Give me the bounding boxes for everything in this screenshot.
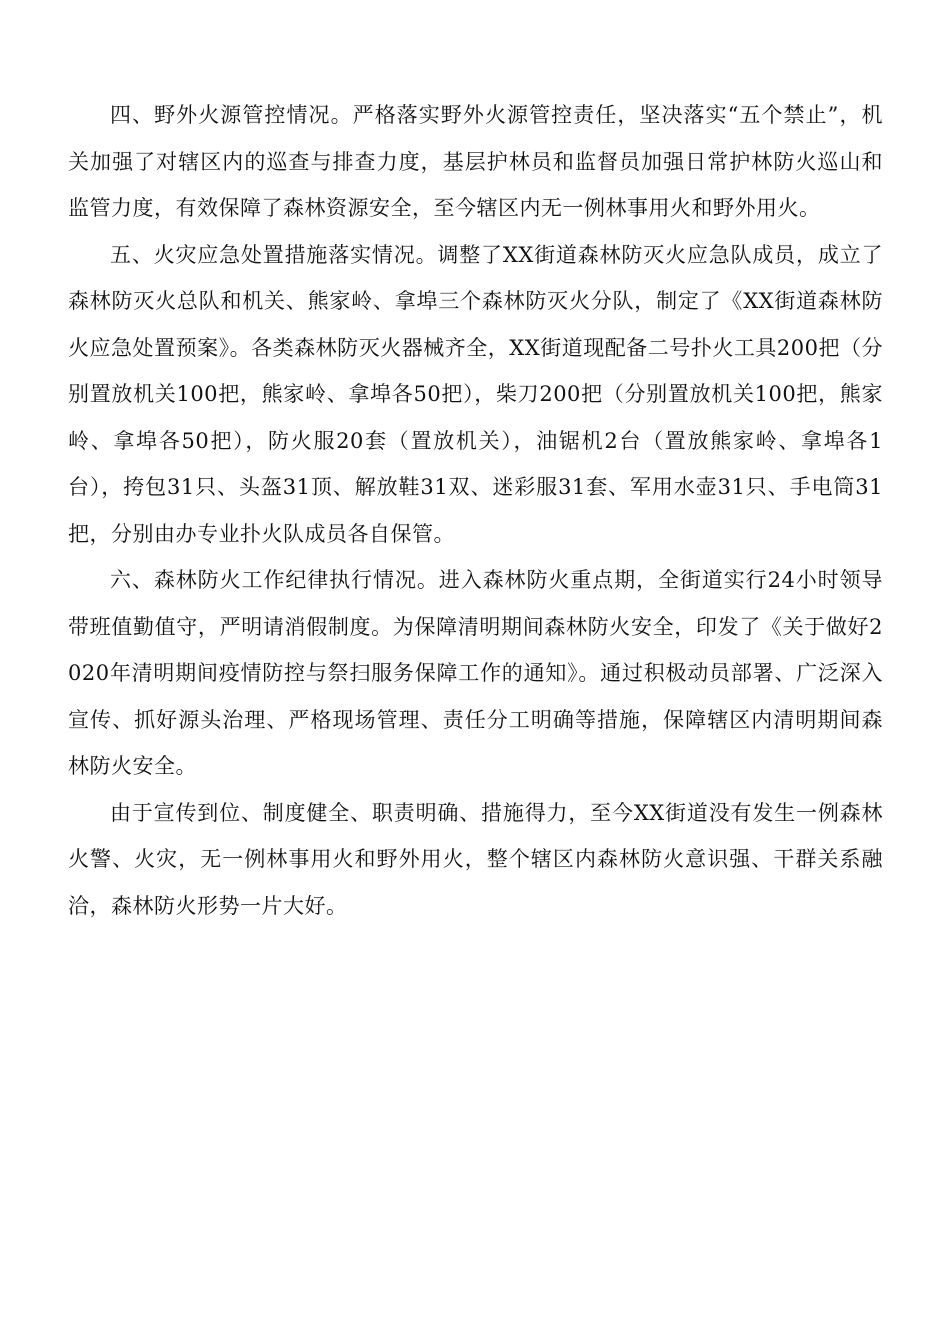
paragraph-field-fire-control: 四、野外火源管控情况。严格落实野外火源管控责任，坚决落实“五个禁止”，机关加强了对辖区内的巡查与排查力度，基层护林员和监督员加强日常护林防火巡山和监管力度，有效保障了森林资源安全，至今辖区内无一例林事用火和野外用火。	[68, 103, 883, 220]
paragraph-emergency-measures: 五、火灾应急处置措施落实情况。调整了XX街道森林防灭火应急队成员，成立了森林防灭火总队和机关、熊家岭、拿埠三个森林防灭火分队，制定了《XX街道森林防火应急处置预案》。各类森林防灭火器械齐全，XX街道现配备二号扑火工具200把（分别置放机关100把，熊家岭、拿埠各50把），柴刀200把（分别置放机关100把，熊家岭、拿埠各50把），防火服20套（置放机关），油锯机2台（置放熊家岭、拿埠各1台），挎包31只、头盔31顶、解放鞋31双、迷彩服31套、军用水壶31只、手电筒31把，分别由办专业扑火队成员各自保管。	[68, 242, 883, 546]
paragraph-summary: 由于宣传到位、制度健全、职责明确、措施得力，至今XX街道没有发生一例森林火警、火灾，无一例林事用火和野外用火，整个辖区内森林防火意识强、干群关系融洽，森林防火形势一片大好。	[68, 800, 883, 918]
document-body	[68, 92, 883, 929]
paragraph-work-discipline: 六、森林防火工作纪律执行情况。进入森林防火重点期，全街道实行24小时领导带班值勤值守，严明请消假制度。为保障清明期间森林防火安全，印发了《关于做好2020年清明期间疫情防控与祭扫服务保障工作的通知》。通过积极动员部署、广泛深入宣传、抓好源头治理、严格现场管理、责任分工明确等措施，保障辖区内清明期间森林防火安全。	[68, 568, 883, 778]
